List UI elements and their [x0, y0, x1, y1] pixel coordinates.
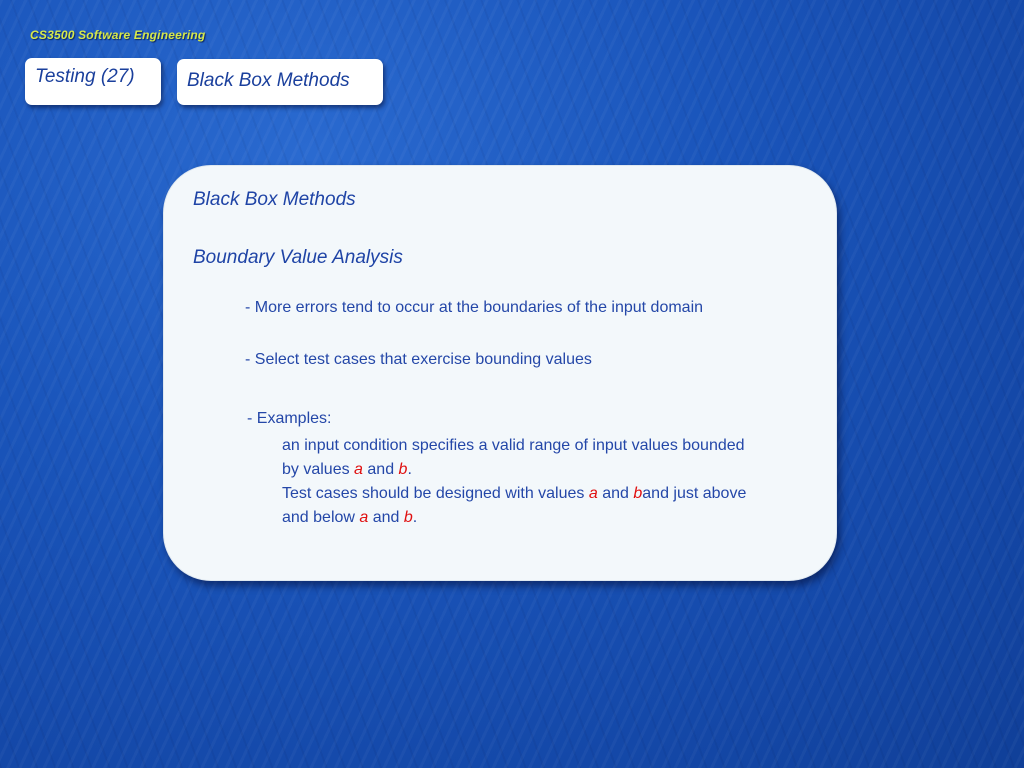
- panel-subheading: Boundary Value Analysis: [193, 247, 403, 268]
- variable-b: b: [398, 461, 408, 478]
- example-line-4-prefix: and below: [282, 509, 360, 526]
- example-line-3-prefix: Test cases should be designed with values: [282, 485, 589, 502]
- bullet-examples: - Examples:: [247, 410, 332, 427]
- bullet-boundaries: - More errors tend to occur at the boundaries of the input domain: [245, 299, 704, 316]
- course-title: CS3500 Software Engineering: [30, 28, 206, 42]
- content-panel: [163, 165, 837, 581]
- slide-number-label: Testing (27): [35, 66, 135, 87]
- slide-number-tab: [25, 58, 161, 105]
- and-word: and: [368, 509, 404, 526]
- example-text: [282, 434, 822, 530]
- example-line-3: [282, 482, 822, 506]
- example-line-2: [282, 458, 822, 482]
- slide-topic-label: Black Box Methods: [187, 70, 350, 91]
- slide-topic-tab: [177, 59, 383, 105]
- variable-a: a: [354, 461, 363, 478]
- variable-a: a: [588, 485, 598, 502]
- variable-a: a: [359, 509, 369, 526]
- example-line-1: [282, 434, 822, 458]
- and-word: and: [362, 461, 399, 478]
- example-line-3-suffix: and just above: [642, 485, 747, 502]
- and-word: and: [597, 485, 634, 502]
- panel-heading: Black Box Methods: [193, 189, 356, 210]
- variable-b: b: [633, 485, 643, 502]
- period: .: [407, 461, 412, 478]
- example-line-2-prefix: by values: [282, 461, 355, 478]
- bullet-select-cases: - Select test cases that exercise bounding values: [245, 351, 592, 368]
- example-line-4: [282, 506, 822, 530]
- period: .: [412, 509, 418, 526]
- variable-b: b: [403, 509, 413, 526]
- example-line-1-text: an input condition specifies a valid range of input values bounded: [282, 437, 745, 454]
